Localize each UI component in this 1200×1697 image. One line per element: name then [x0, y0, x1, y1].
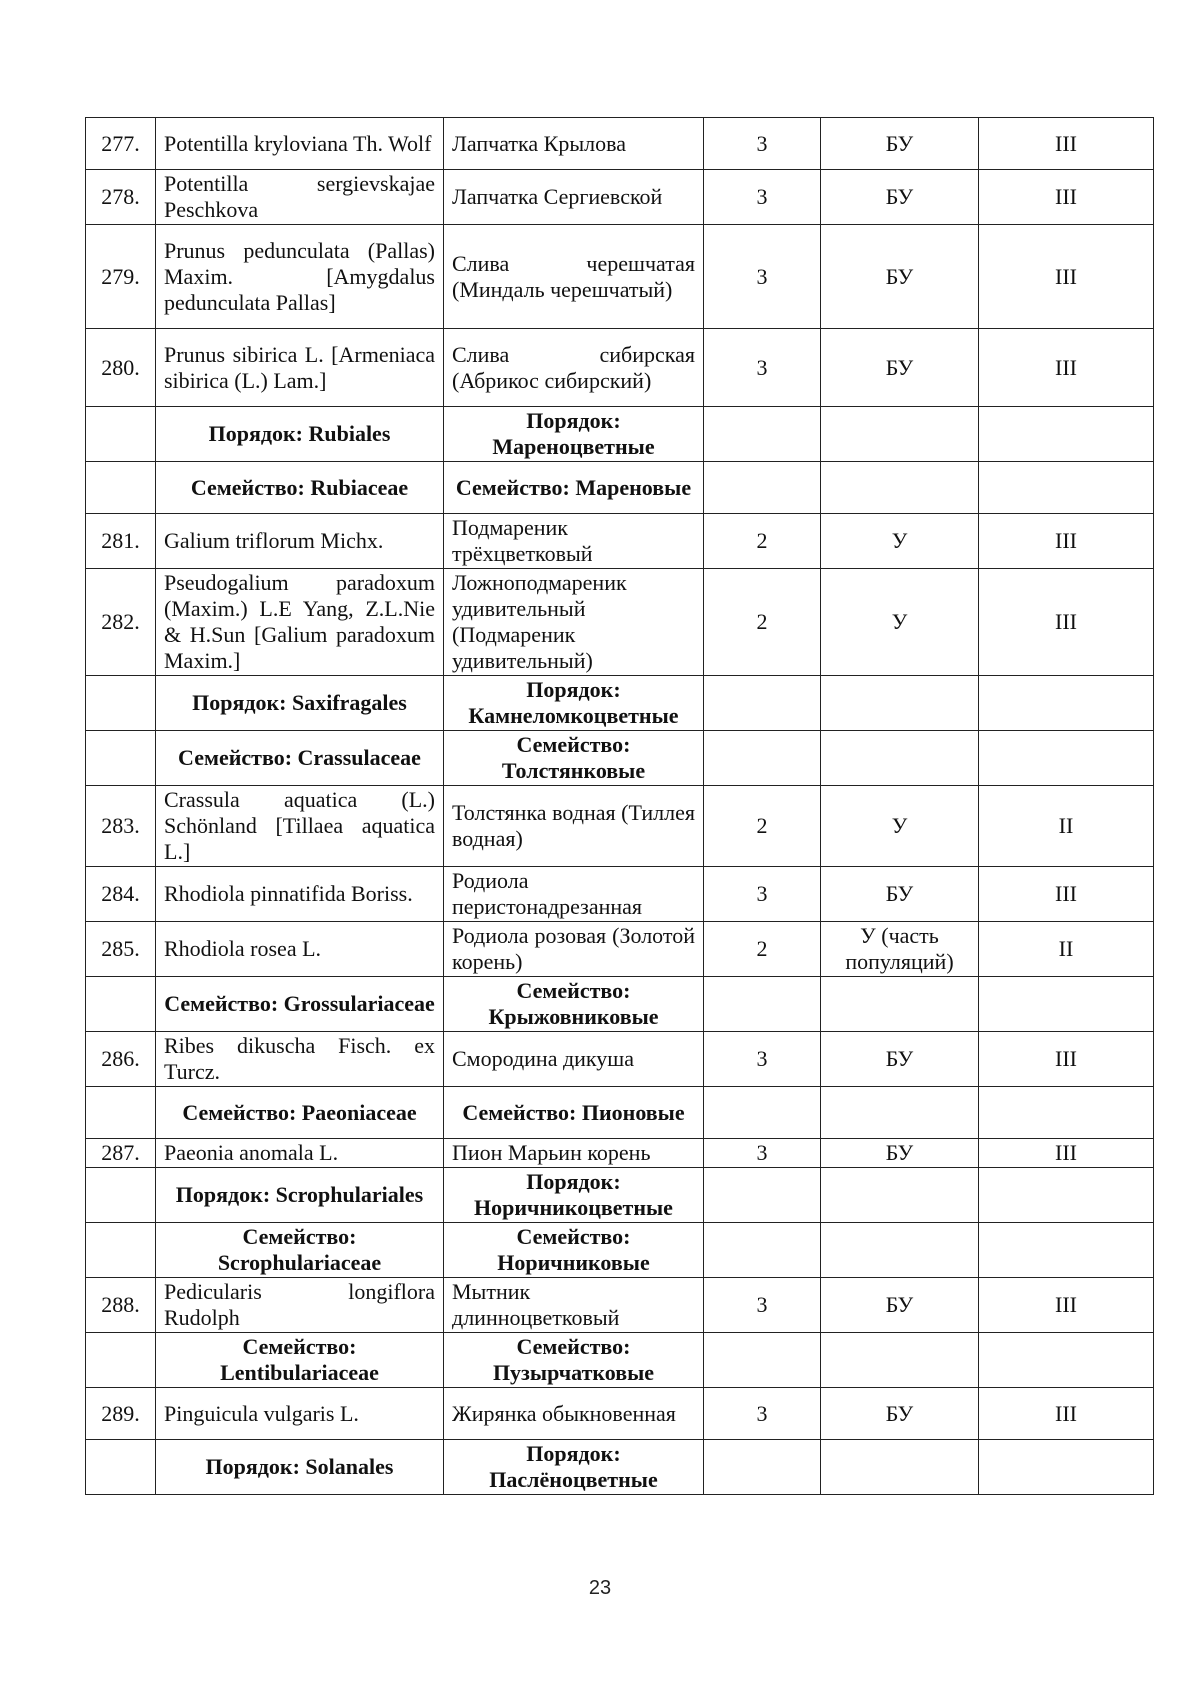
species-latin-name: Rhodiola pinnatifida Boriss. [156, 867, 444, 922]
taxon-latin-name: Семейство: Crassulaceae [156, 731, 444, 786]
row-number: 289. [86, 1388, 156, 1440]
taxon-russian-name: Семейство: Норичниковые [444, 1223, 704, 1278]
species-row [86, 1139, 1154, 1168]
priority-level [979, 462, 1154, 514]
species-row [86, 786, 1154, 867]
row-number: 285. [86, 922, 156, 977]
rarity-category: 2 [704, 922, 821, 977]
row-number [86, 731, 156, 786]
rarity-category: 2 [704, 514, 821, 569]
protection-status [821, 407, 979, 462]
priority-level [979, 977, 1154, 1032]
row-number [86, 407, 156, 462]
taxon-latin-name: Порядок: Scrophulariales [156, 1168, 444, 1223]
row-number: 284. [86, 867, 156, 922]
protection-status: БУ [821, 1032, 979, 1087]
species-latin-name: Pseudogalium paradoxum (Maxim.) L.E Yang, Z.L.Nie & H.Sun [Galium paradoxum Maxim.] [156, 569, 444, 676]
taxon-header-row [86, 1440, 1154, 1495]
rarity-category: 3 [704, 1388, 821, 1440]
row-number: 283. [86, 786, 156, 867]
priority-level: III [979, 867, 1154, 922]
row-number [86, 1087, 156, 1139]
priority-level [979, 676, 1154, 731]
species-russian-name: Толстянка водная (Тиллея водная) [444, 786, 704, 867]
priority-level: III [979, 1278, 1154, 1333]
priority-level: II [979, 922, 1154, 977]
row-number: 282. [86, 569, 156, 676]
protection-status: У [821, 569, 979, 676]
taxon-header-row [86, 407, 1154, 462]
row-number [86, 1168, 156, 1223]
taxon-latin-name: Семейство: Grossulariaceae [156, 977, 444, 1032]
protection-status [821, 977, 979, 1032]
taxon-russian-name: Семейство: Мареновые [444, 462, 704, 514]
priority-level: III [979, 225, 1154, 329]
priority-level: III [979, 170, 1154, 225]
priority-level: III [979, 1032, 1154, 1087]
species-latin-name: Crassula aquatica (L.) Schönland [Tillaea aquatica L.] [156, 786, 444, 867]
taxon-header-row [86, 1087, 1154, 1139]
species-russian-name: Родиола розовая (Золотой корень) [444, 922, 704, 977]
row-number: 278. [86, 170, 156, 225]
species-row [86, 569, 1154, 676]
protection-status: У [821, 786, 979, 867]
species-row [86, 118, 1154, 170]
species-latin-name: Potentilla sergievskajae Peschkova [156, 170, 444, 225]
species-row [86, 329, 1154, 407]
taxon-russian-name: Порядок: Камнеломкоцветные [444, 676, 704, 731]
priority-level: III [979, 569, 1154, 676]
protection-status [821, 1168, 979, 1223]
row-number: 287. [86, 1139, 156, 1168]
row-number: 286. [86, 1032, 156, 1087]
protection-status: БУ [821, 170, 979, 225]
taxon-russian-name: Порядок: Норичникоцветные [444, 1168, 704, 1223]
species-row [86, 922, 1154, 977]
taxon-russian-name: Семейство: Пионовые [444, 1087, 704, 1139]
species-latin-name: Ribes dikuscha Fisch. ex Turcz. [156, 1032, 444, 1087]
row-number: 281. [86, 514, 156, 569]
rarity-category [704, 407, 821, 462]
protection-status [821, 1223, 979, 1278]
priority-level [979, 407, 1154, 462]
taxon-header-row [86, 731, 1154, 786]
species-row [86, 1388, 1154, 1440]
taxon-header-row [86, 1168, 1154, 1223]
protection-status [821, 1440, 979, 1495]
rarity-category [704, 1223, 821, 1278]
priority-level [979, 1440, 1154, 1495]
taxon-header-row [86, 977, 1154, 1032]
species-latin-name: Paeonia anomala L. [156, 1139, 444, 1168]
rarity-category [704, 977, 821, 1032]
priority-level [979, 1168, 1154, 1223]
protection-status: У [821, 514, 979, 569]
species-russian-name: Слива черешчатая (Миндаль черешчатый) [444, 225, 704, 329]
species-latin-name: Prunus sibirica L. [Armeniaca sibirica (L.) Lam.] [156, 329, 444, 407]
species-latin-name: Prunus pedunculata (Pallas) Maxim. [Amygdalus pedunculata Pallas] [156, 225, 444, 329]
row-number [86, 977, 156, 1032]
species-latin-name: Potentilla kryloviana Th. Wolf [156, 118, 444, 170]
priority-level: III [979, 118, 1154, 170]
rarity-category: 3 [704, 1139, 821, 1168]
species-row [86, 225, 1154, 329]
priority-level [979, 1223, 1154, 1278]
species-row [86, 1278, 1154, 1333]
rarity-category [704, 676, 821, 731]
species-russian-name: Смородина дикуша [444, 1032, 704, 1087]
row-number [86, 1440, 156, 1495]
rarity-category: 3 [704, 867, 821, 922]
species-row [86, 514, 1154, 569]
taxon-latin-name: Семейство: Rubiaceae [156, 462, 444, 514]
rarity-category [704, 731, 821, 786]
taxon-header-row [86, 462, 1154, 514]
red-book-species-table [85, 117, 1154, 1495]
rarity-category [704, 1168, 821, 1223]
protection-status: БУ [821, 329, 979, 407]
taxon-latin-name: Семейство: Paeoniaceae [156, 1087, 444, 1139]
taxon-latin-name: Порядок: Saxifragales [156, 676, 444, 731]
rarity-category [704, 462, 821, 514]
taxon-russian-name: Порядок: Паслёноцветные [444, 1440, 704, 1495]
protection-status: БУ [821, 225, 979, 329]
rarity-category: 3 [704, 170, 821, 225]
protection-status: БУ [821, 1278, 979, 1333]
priority-level: III [979, 1139, 1154, 1168]
rarity-category [704, 1087, 821, 1139]
rarity-category: 3 [704, 1278, 821, 1333]
priority-level [979, 1333, 1154, 1388]
rarity-category: 3 [704, 118, 821, 170]
taxon-header-row [86, 1223, 1154, 1278]
taxon-latin-name: Семейство: Lentibulariaceae [156, 1333, 444, 1388]
protection-status: У (часть популяций) [821, 922, 979, 977]
protection-status: БУ [821, 1388, 979, 1440]
protection-status [821, 462, 979, 514]
protection-status: БУ [821, 118, 979, 170]
species-russian-name: Лапчатка Крылова [444, 118, 704, 170]
taxon-russian-name: Порядок: Мареноцветные [444, 407, 704, 462]
protection-status [821, 1333, 979, 1388]
page-number: 23 [588, 1577, 612, 1599]
protection-status: БУ [821, 1139, 979, 1168]
species-row [86, 170, 1154, 225]
species-russian-name: Подмареник трёхцветковый [444, 514, 704, 569]
species-russian-name: Пион Марьин корень [444, 1139, 704, 1168]
species-row [86, 867, 1154, 922]
protection-status: БУ [821, 867, 979, 922]
rarity-category: 3 [704, 225, 821, 329]
row-number: 277. [86, 118, 156, 170]
rarity-category: 3 [704, 1032, 821, 1087]
species-russian-name: Жирянка обыкновенная [444, 1388, 704, 1440]
row-number [86, 1223, 156, 1278]
priority-level [979, 1087, 1154, 1139]
row-number: 288. [86, 1278, 156, 1333]
species-latin-name: Rhodiola rosea L. [156, 922, 444, 977]
protection-status [821, 731, 979, 786]
protection-status [821, 1087, 979, 1139]
row-number [86, 676, 156, 731]
protection-status [821, 676, 979, 731]
table-body [86, 118, 1154, 1495]
priority-level [979, 731, 1154, 786]
taxon-russian-name: Семейство: Толстянковые [444, 731, 704, 786]
species-russian-name: Родиола перистонадрезанная [444, 867, 704, 922]
rarity-category: 2 [704, 786, 821, 867]
priority-level: II [979, 786, 1154, 867]
species-russian-name: Слива сибирская (Абрикос сибирский) [444, 329, 704, 407]
species-russian-name: Лапчатка Сергиевской [444, 170, 704, 225]
taxon-russian-name: Семейство: Крыжовниковые [444, 977, 704, 1032]
taxon-russian-name: Семейство: Пузырчатковые [444, 1333, 704, 1388]
taxon-header-row [86, 1333, 1154, 1388]
priority-level: III [979, 514, 1154, 569]
row-number [86, 1333, 156, 1388]
row-number: 280. [86, 329, 156, 407]
species-latin-name: Pedicularis longiflora Rudolph [156, 1278, 444, 1333]
taxon-latin-name: Порядок: Rubiales [156, 407, 444, 462]
rarity-category [704, 1440, 821, 1495]
taxon-header-row [86, 676, 1154, 731]
row-number [86, 462, 156, 514]
species-row [86, 1032, 1154, 1087]
priority-level: III [979, 329, 1154, 407]
species-russian-name: Ложноподмареник удивительный (Подмареник удивительный) [444, 569, 704, 676]
species-latin-name: Pinguicula vulgaris L. [156, 1388, 444, 1440]
taxon-latin-name: Семейство: Scrophulariaceae [156, 1223, 444, 1278]
rarity-category: 3 [704, 329, 821, 407]
taxon-latin-name: Порядок: Solanales [156, 1440, 444, 1495]
row-number: 279. [86, 225, 156, 329]
rarity-category: 2 [704, 569, 821, 676]
species-russian-name: Мытник длинноцветковый [444, 1278, 704, 1333]
priority-level: III [979, 1388, 1154, 1440]
species-latin-name: Galium triflorum Michx. [156, 514, 444, 569]
rarity-category [704, 1333, 821, 1388]
